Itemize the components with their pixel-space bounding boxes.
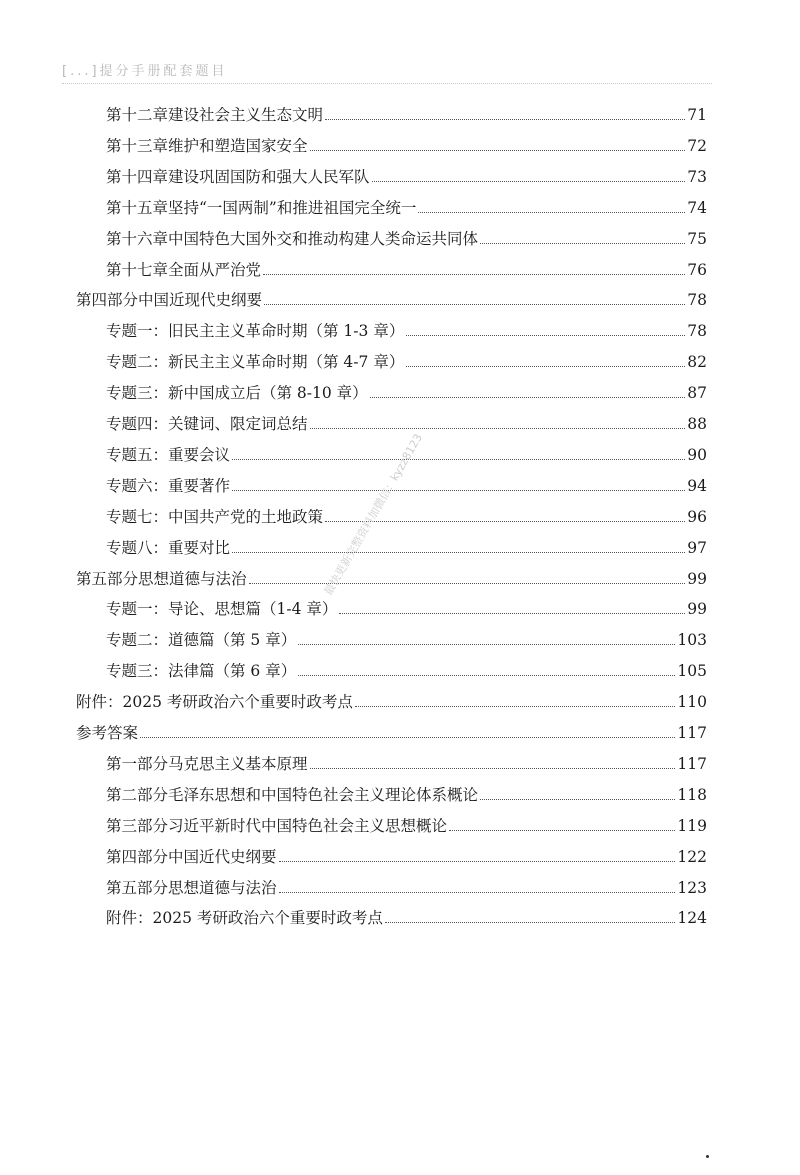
toc-entry[interactable]: [106, 126, 707, 156]
toc-entry-title: 专题二：道德篇（第 5 章）: [106, 631, 297, 650]
toc-entry-page: 124: [677, 909, 707, 928]
toc-entry-page: 97: [687, 538, 707, 557]
toc-leader-dots: [325, 521, 685, 522]
toc-entry-page: 117: [677, 724, 707, 742]
toc-entry[interactable]: [76, 559, 707, 589]
toc-entry[interactable]: [106, 744, 707, 774]
toc-leader-dots: [279, 892, 676, 893]
toc-leader-dots: [264, 304, 685, 305]
toc-entry-title: 专题一：导论、思想篇（1-4 章）: [106, 600, 338, 619]
toc-entry-title: 专题八：重要对比: [106, 538, 231, 557]
toc-entry-page: 105: [677, 662, 707, 681]
toc-entry-page: 110: [677, 693, 707, 712]
toc-entry[interactable]: [106, 806, 707, 836]
toc-entry[interactable]: [76, 713, 707, 743]
toc-entry-title: 参考答案: [76, 724, 139, 742]
toc-leader-dots: [449, 830, 675, 831]
toc-leader-dots: [232, 490, 685, 491]
toc-entry-title: 第十七章全面从严治党: [106, 260, 262, 279]
toc-entry-title: 第三部分习近平新时代中国特色社会主义思想概论: [106, 816, 448, 835]
toc-entry-title: 附件：2025 考研政治六个重要时政考点: [106, 909, 383, 928]
toc-entry-title: 第十四章建设巩固国防和强大人民军队: [106, 167, 370, 186]
page-mark: [706, 1155, 709, 1158]
toc-leader-dots: [385, 922, 676, 923]
toc-leader-dots: [480, 243, 685, 244]
toc-leader-dots: [406, 335, 685, 336]
toc-leader-dots: [263, 274, 685, 275]
toc-entry-page: 82: [687, 353, 707, 372]
toc-entry-title: 第四部分中国近现代史纲要: [76, 291, 263, 310]
toc-entry-page: 99: [687, 600, 707, 619]
toc-entry-title: 专题一：旧民主主义革命时期（第 1-3 章）: [106, 322, 405, 341]
toc-entry-page: 88: [687, 415, 707, 433]
toc-entry[interactable]: [106, 188, 707, 218]
toc-entry[interactable]: [106, 837, 707, 867]
toc-entry-page: 76: [687, 260, 707, 279]
toc-leader-dots: [298, 675, 675, 676]
toc-leader-dots: [355, 706, 676, 707]
toc-leader-dots: [370, 397, 685, 398]
toc-entry[interactable]: [106, 311, 707, 341]
toc-entry-page: 78: [687, 291, 707, 310]
toc-leader-dots: [480, 799, 675, 800]
toc-entry-page: 94: [687, 476, 707, 495]
toc-entry-title: 专题五：重要会议: [106, 445, 231, 464]
toc-entry-page: 122: [677, 847, 707, 866]
toc-entry[interactable]: [106, 95, 707, 125]
toc-leader-dots: [310, 150, 685, 151]
toc-entry-title: 专题三：新中国成立后（第 8-10 章）: [106, 384, 368, 403]
toc-leader-dots: [339, 613, 685, 614]
toc-leader-dots: [325, 119, 685, 120]
toc-entry-page: 73: [687, 167, 707, 186]
toc-leader-dots: [418, 212, 685, 213]
toc-entry[interactable]: [106, 868, 707, 898]
toc-entry[interactable]: [106, 528, 707, 558]
toc-entry[interactable]: [106, 775, 707, 805]
toc-entry-title: 第二部分毛泽东思想和中国特色社会主义理论体系概论: [106, 785, 479, 804]
toc-leader-dots: [310, 768, 676, 769]
toc-entry[interactable]: [106, 620, 707, 650]
toc-entry[interactable]: [106, 651, 707, 681]
toc-entry-page: 74: [687, 198, 707, 217]
toc-entry-title: 专题六：重要著作: [106, 476, 231, 495]
toc-entry-page: 117: [677, 754, 707, 773]
toc-entry-title: 第十六章中国特色大国外交和推动构建人类命运共同体: [106, 229, 479, 248]
toc-entry-page: 123: [677, 878, 707, 897]
toc-entry-page: 78: [687, 322, 707, 341]
header-divider: [62, 83, 712, 84]
toc-entry-title: 第十三章维护和塑造国家安全: [106, 136, 308, 155]
toc-entry[interactable]: [106, 404, 707, 434]
toc-entry[interactable]: [106, 589, 707, 619]
toc-entry[interactable]: [76, 280, 707, 310]
toc-entry-title: 专题四：关键词、限定词总结: [106, 415, 308, 433]
toc-entry-page: 87: [687, 384, 707, 403]
toc-entry-title: 第四部分中国近代史纲要: [106, 847, 277, 866]
toc-entry-page: 96: [687, 507, 707, 526]
toc-entry-page: 118: [677, 785, 707, 804]
toc-leader-dots: [310, 428, 685, 429]
toc-leader-dots: [279, 861, 676, 862]
toc-leader-dots: [232, 459, 685, 460]
toc-entry-page: 99: [687, 569, 707, 588]
toc-entry-page: 72: [687, 136, 707, 155]
toc-entry-page: 71: [687, 106, 707, 124]
toc-entry[interactable]: [106, 250, 707, 280]
toc-entry-title: 第五部分思想道德与法治: [76, 569, 247, 588]
toc-leader-dots: [298, 644, 675, 645]
toc-entry-page: 75: [687, 229, 707, 248]
toc-entry-page: 90: [687, 445, 707, 464]
toc-entry-page: 103: [677, 631, 707, 650]
watermark: 最快更新完整资料加微信：kyzz8123: [321, 431, 426, 598]
toc-entry[interactable]: [106, 342, 707, 372]
toc-leader-dots: [140, 737, 675, 738]
toc-leader-dots: [372, 181, 685, 182]
toc-entry-title: 专题三：法律篇（第 6 章）: [106, 662, 297, 681]
toc-entry-page: 119: [677, 816, 707, 835]
toc-entry-title: 附件：2025 考研政治六个重要时政考点: [76, 693, 353, 712]
toc-entry[interactable]: [106, 497, 707, 527]
toc-leader-dots: [232, 552, 685, 553]
toc-leader-dots: [249, 583, 685, 584]
toc-entry-title: 专题七：中国共产党的土地政策: [106, 507, 324, 526]
toc-entry[interactable]: [106, 157, 707, 187]
toc-entry-title: 第十二章建设社会主义生态文明: [106, 106, 324, 124]
toc-entry-title: 第一部分马克思主义基本原理: [106, 754, 308, 773]
toc-entry[interactable]: [106, 219, 707, 249]
toc-entry-title: 第五部分思想道德与法治: [106, 878, 277, 897]
toc-entry-title: 第十五章坚持“一国两制”和推进祖国完全统一: [106, 198, 417, 217]
toc-entry[interactable]: [106, 898, 707, 928]
toc-entry[interactable]: [76, 682, 707, 712]
running-header: [...]提分手册配套题目: [62, 64, 228, 79]
toc-entry-title: 专题二：新民主主义革命时期（第 4-7 章）: [106, 353, 405, 372]
toc-entry[interactable]: [106, 373, 707, 403]
toc-leader-dots: [406, 366, 685, 367]
